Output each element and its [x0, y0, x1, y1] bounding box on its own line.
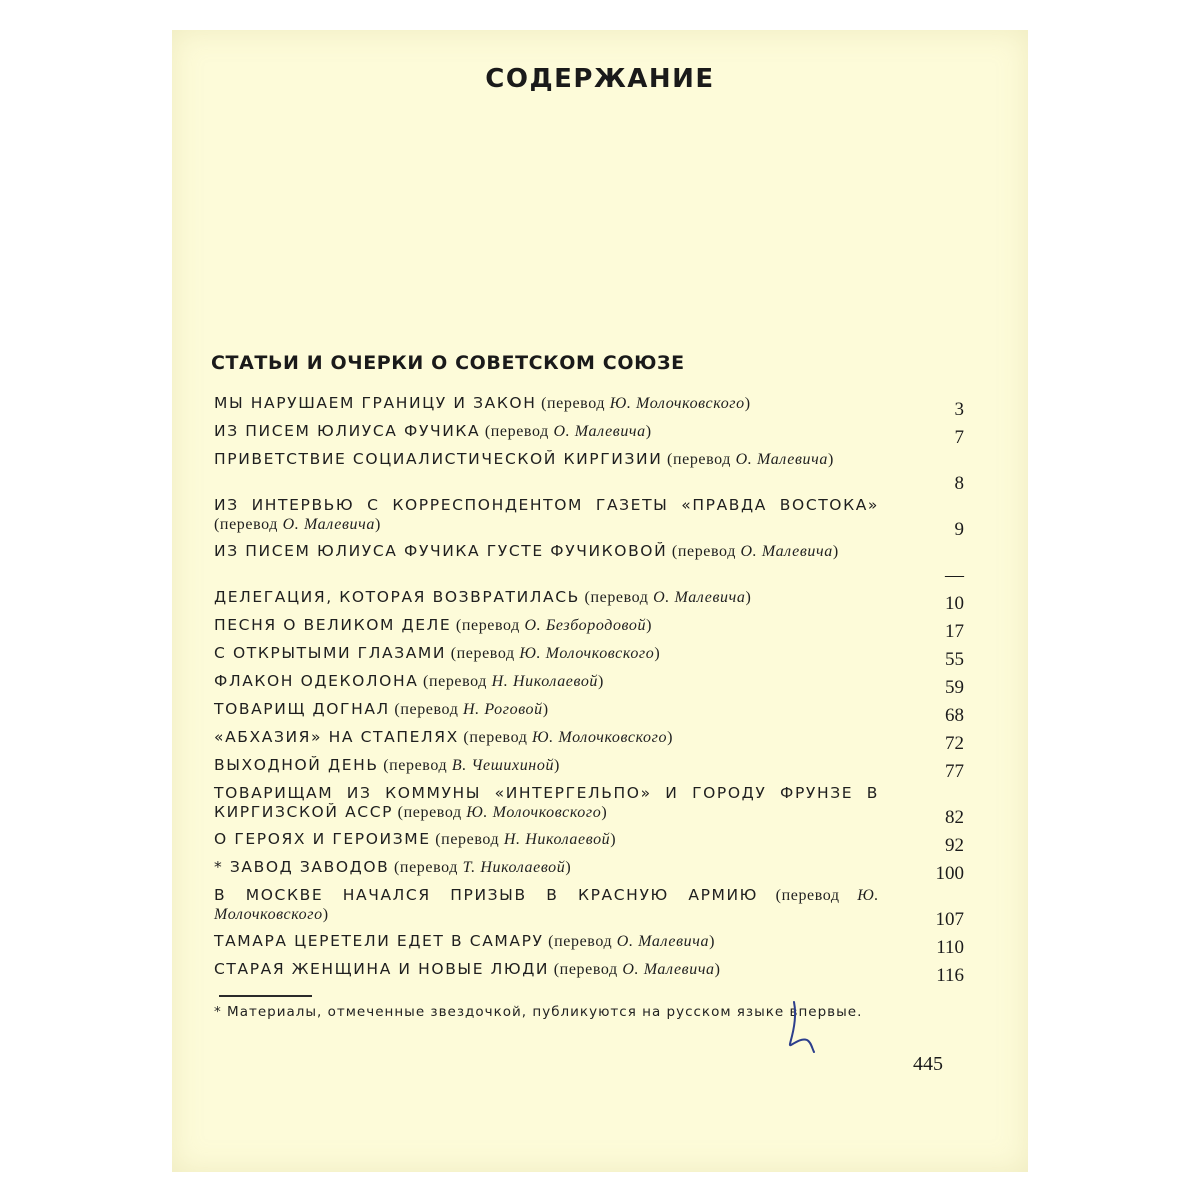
toc-entry-text	[214, 960, 879, 979]
toc-entry-translator: (перевод Ю. Молочковского)	[446, 645, 661, 662]
toc-entry-title: ПРИВЕТСТВИЕ СОЦИАЛИСТИЧЕСКОЙ КИРГИЗИИ	[214, 450, 663, 468]
toc-entry-translator: (перевод Т. Николаевой)	[389, 859, 572, 876]
toc-entry-translator: (перевод О. Малевича)	[579, 589, 752, 606]
toc-entry-title: ТОВАРИЩАМ ИЗ КОММУНЫ «ИНТЕРГЕЛЬПО» И ГОРОДУ ФРУНЗЕ В КИРГИЗСКОЙ АССР	[214, 784, 879, 821]
toc-entry-translator: (перевод Ю. Молочковского)	[393, 804, 608, 821]
toc-entry-title: «АБХАЗИЯ» НА СТАПЕЛЯХ	[214, 728, 459, 746]
toc-entry-title: ПЕСНЯ О ВЕЛИКОМ ДЕЛЕ	[214, 616, 452, 634]
toc-entry-text	[214, 588, 879, 607]
toc-entry	[214, 616, 964, 644]
toc-entry	[214, 644, 964, 672]
toc-entry-title: ТОВАРИЩ ДОГНАЛ	[214, 700, 390, 718]
toc-entry-text	[214, 496, 879, 534]
toc-entry-title: * ЗАВОД ЗАВОДОВ	[214, 858, 390, 876]
toc-entry	[214, 756, 964, 784]
toc-entry-page: 100	[935, 863, 964, 884]
toc-entry	[214, 830, 964, 858]
toc-entry-translator: (перевод О. Безбородовой)	[451, 617, 653, 634]
toc-entry	[214, 588, 964, 616]
toc-entry-translator: (перевод Н. Николаевой)	[430, 831, 617, 848]
toc-entry-page: 116	[936, 965, 964, 986]
toc-entry-text	[214, 394, 879, 413]
toc-entry	[214, 960, 964, 988]
toc-entry	[214, 672, 964, 700]
toc-entry-translator: (перевод В. Чешихиной)	[378, 757, 560, 774]
toc-entry-text	[214, 616, 879, 635]
toc-entry-title: В МОСКВЕ НАЧАЛСЯ ПРИЗЫВ В КРАСНУЮ АРМИЮ	[214, 886, 759, 904]
toc-entry-translator: (перевод О. Малевича)	[543, 933, 716, 950]
toc-entry-translator: (перевод О. Малевича)	[480, 423, 652, 440]
toc-entry-page: 17	[945, 621, 964, 642]
toc-entry-text	[214, 672, 879, 691]
toc-entry-page: 82	[945, 807, 964, 828]
toc-entry-title: МЫ НАРУШАЕМ ГРАНИЦУ И ЗАКОН	[214, 394, 537, 412]
toc-entry	[214, 496, 964, 542]
toc-entry	[214, 858, 964, 886]
page-number: 445	[913, 1053, 943, 1075]
toc-entry-title: ИЗ ИНТЕРВЬЮ С КОРРЕСПОНДЕНТОМ ГАЗЕТЫ «ПРАВДА ВОСТОКА»	[214, 496, 879, 514]
toc-entry	[214, 422, 964, 450]
toc-entry-page: 10	[945, 593, 964, 614]
toc-entry-translator: (перевод Н. Роговой)	[389, 701, 549, 718]
toc-entry-text	[214, 830, 879, 849]
toc-entry-text	[214, 756, 879, 775]
pen-mark-icon	[780, 998, 820, 1058]
toc-entry-translator: (перевод Ю. Молочковского)	[458, 729, 674, 746]
toc-entry-page: 9	[954, 519, 964, 540]
toc-entry-text	[214, 700, 879, 719]
footnote-rule	[219, 995, 312, 997]
toc-entry-page: 92	[945, 835, 964, 856]
toc-entry-title: ИЗ ПИСЕМ ЮЛИУСА ФУЧИКА ГУСТЕ ФУЧИКОВОЙ	[214, 542, 668, 560]
page-title: СОДЕРЖАНИЕ	[485, 64, 715, 94]
table-of-contents	[214, 394, 964, 988]
toc-entry-title: ИЗ ПИСЕМ ЮЛИУСА ФУЧИКА	[214, 422, 481, 440]
book-page	[172, 30, 1028, 1172]
toc-entry-title: ДЕЛЕГАЦИЯ, КОТОРАЯ ВОЗВРАТИЛАСЬ	[214, 588, 580, 606]
toc-entry	[214, 932, 964, 960]
toc-entry-title: ТАМАРА ЦЕРЕТЕЛИ ЕДЕТ В САМАРУ	[214, 932, 544, 950]
toc-entry	[214, 542, 964, 588]
toc-entry-translator: (перевод О. Малевича)	[662, 451, 834, 468]
toc-entry-text	[214, 784, 879, 822]
toc-entry-translator: (перевод О. Малевича)	[214, 516, 381, 533]
toc-entry	[214, 886, 964, 932]
toc-entry-translator: (перевод О. Малевича)	[667, 543, 839, 560]
toc-entry-translator: (перевод Ю. Молочковского)	[536, 395, 751, 412]
toc-entry-page: 77	[945, 761, 964, 782]
toc-entry-title: ФЛАКОН ОДЕКОЛОНА	[214, 672, 419, 690]
toc-entry	[214, 728, 964, 756]
toc-entry-translator: (перевод Н. Николаевой)	[418, 673, 604, 690]
toc-entry	[214, 450, 964, 496]
section-title: СТАТЬИ И ОЧЕРКИ О СОВЕТСКОМ СОЮЗЕ	[211, 352, 685, 374]
toc-entry-text	[214, 542, 879, 561]
toc-entry-translator: (перевод О. Малевича)	[549, 961, 721, 978]
toc-entry-page: 3	[954, 399, 964, 420]
toc-entry-page: 107	[935, 909, 964, 930]
toc-entry-title: С ОТКРЫТЫМИ ГЛАЗАМИ	[214, 644, 447, 662]
toc-entry-page: —	[945, 565, 964, 586]
toc-entry-translator: (перевод Ю. Молочковского)	[214, 887, 880, 923]
toc-entry-text	[214, 886, 879, 924]
toc-entry-text	[214, 422, 879, 441]
toc-entry-text	[214, 858, 879, 877]
footnote: * Материалы, отмеченные звездочкой, публикуются на русском языке впервые.	[214, 1004, 863, 1020]
toc-entry-page: 68	[945, 705, 964, 726]
toc-entry-page: 110	[936, 937, 964, 958]
toc-entry-title: СТАРАЯ ЖЕНЩИНА И НОВЫЕ ЛЮДИ	[214, 960, 550, 978]
toc-entry-page: 55	[945, 649, 964, 670]
toc-entry-text	[214, 644, 879, 663]
toc-entry	[214, 700, 964, 728]
toc-entry	[214, 784, 964, 830]
toc-entry-text	[214, 932, 879, 951]
toc-entry-text	[214, 450, 879, 469]
toc-entry-text	[214, 728, 879, 747]
toc-entry	[214, 394, 964, 422]
toc-entry-title: ВЫХОДНОЙ ДЕНЬ	[214, 756, 379, 774]
toc-entry-page: 59	[945, 677, 964, 698]
toc-entry-page: 8	[954, 473, 964, 494]
toc-entry-title: О ГЕРОЯХ И ГЕРОИЗМЕ	[214, 830, 431, 848]
toc-entry-page: 72	[945, 733, 964, 754]
toc-entry-page: 7	[954, 427, 964, 448]
